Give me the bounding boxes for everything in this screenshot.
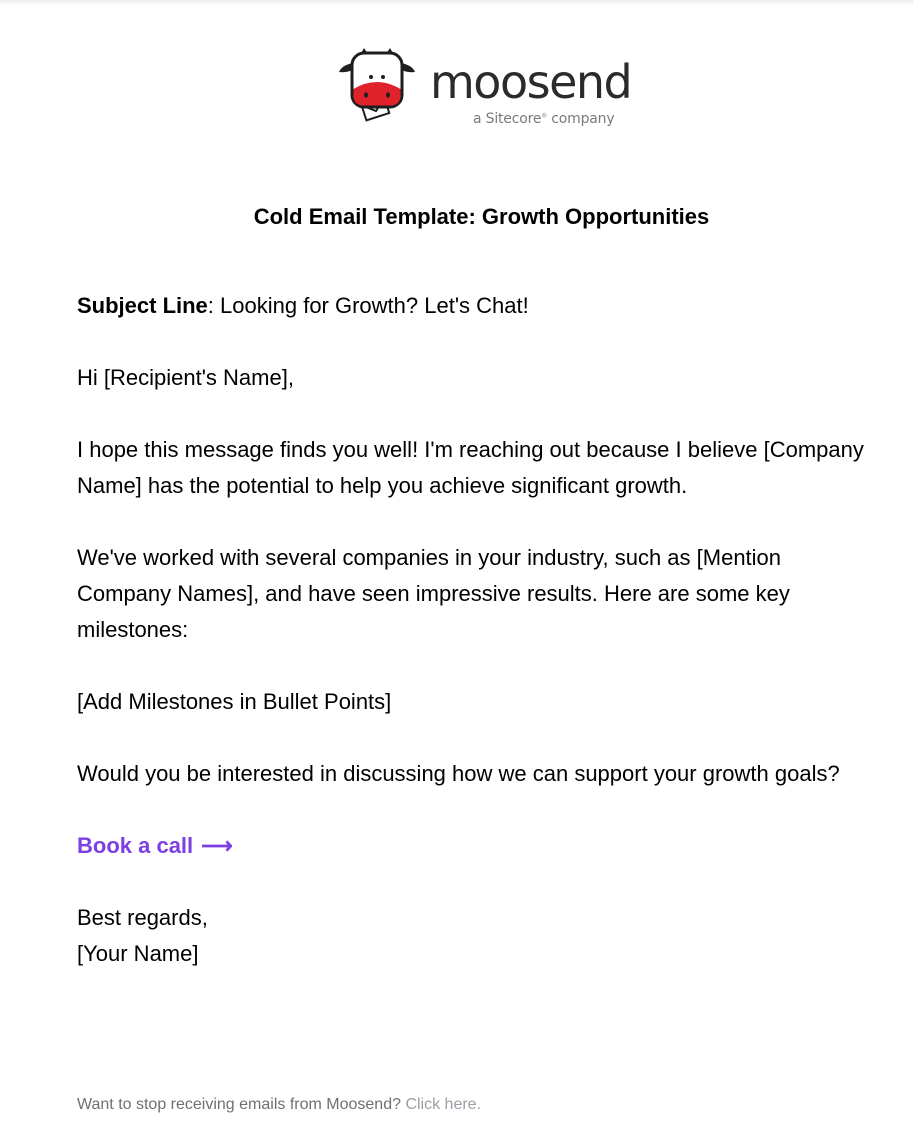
signoff [77, 900, 877, 972]
tagline-prefix: a Sitecore [473, 111, 542, 127]
subject-text: Looking for Growth? Let's Chat! [220, 293, 529, 318]
signature: [Your Name] [77, 941, 199, 966]
registered-mark: ® [541, 112, 548, 120]
email-body [77, 288, 877, 972]
signoff-text: Best regards, [77, 905, 208, 930]
unsubscribe-link[interactable]: Click here. [405, 1096, 482, 1113]
unsubscribe-footer [77, 1095, 481, 1115]
book-a-call-label: Book a call [77, 833, 194, 858]
unsubscribe-text: Want to stop receiving emails from Moosend? [77, 1096, 406, 1113]
subject-label: Subject Line [77, 293, 208, 318]
paragraph-milestones: [Add Milestones in Bullet Points] [77, 689, 392, 714]
top-shadow [0, 0, 913, 6]
cow-mascot-icon [338, 45, 416, 127]
book-a-call-link[interactable] [77, 828, 233, 864]
subject-separator: : [207, 293, 221, 318]
logo-wordmark: moosend [430, 55, 632, 109]
logo-tagline [473, 112, 614, 126]
cta-row [77, 828, 877, 864]
subject-line [77, 288, 877, 324]
paragraph-experience: We've worked with several companies in your industry, such as [Mention Company Names], and have seen impressive results. Here are some key milestones: [77, 545, 790, 642]
moosend-logo [338, 45, 632, 135]
arrow-right-icon: ⟶ [201, 833, 233, 858]
paragraph-intro: I hope this message finds you well! I'm reaching out because I believe [Company Name] has the potential to help you achieve significant growth. [77, 437, 864, 498]
paragraph-question: Would you be interested in discussing how we can support your growth goals? [77, 761, 840, 786]
tagline-suffix: company [547, 111, 615, 127]
greeting: Hi [Recipient's Name], [77, 365, 294, 390]
page-title: Cold Email Template: Growth Opportunities [253, 203, 710, 229]
